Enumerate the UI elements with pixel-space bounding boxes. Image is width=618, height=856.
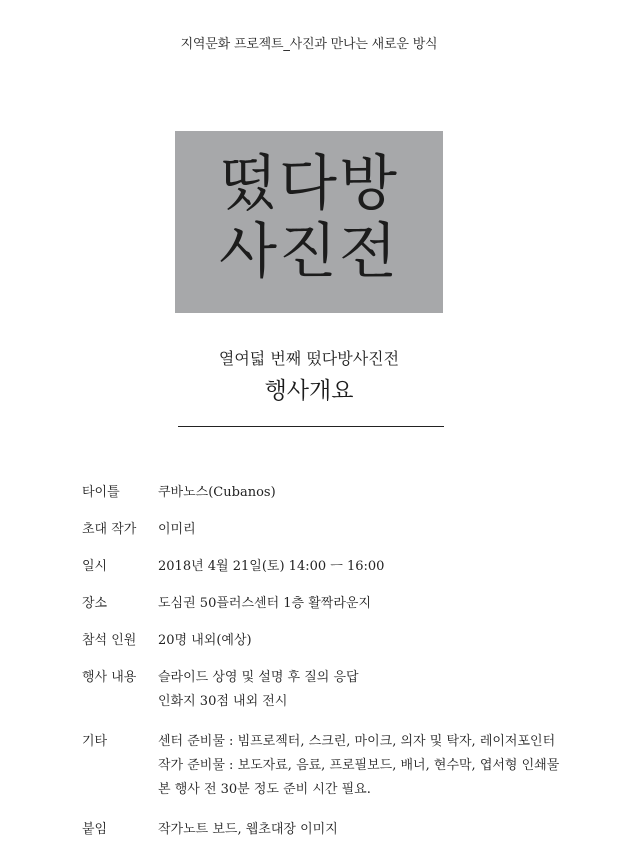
detail-label: 붙임	[82, 822, 108, 837]
detail-label: 참석 인원	[82, 633, 137, 648]
detail-label: 일시	[82, 559, 108, 574]
detail-value-line: 슬라이드 상영 및 설명 후 질의 응답	[158, 670, 359, 685]
detail-row-venue	[82, 593, 582, 614]
detail-value-line: 20명 내외(예상)	[158, 633, 252, 648]
event-subtitle: 열여덟 번째 떴다방사진전	[218, 349, 400, 368]
detail-label: 타이틀	[82, 485, 120, 500]
title-line-1: 떴다방	[219, 149, 399, 219]
heading-divider	[178, 426, 444, 427]
detail-row-title	[82, 482, 582, 503]
detail-value	[158, 556, 582, 577]
detail-value-line: 작가 준비물 : 보도자료, 음료, 프로필보드, 배너, 현수막, 엽서형 인쇄물	[158, 758, 560, 773]
detail-value-line: 이미리	[158, 522, 196, 537]
detail-row-artist	[82, 519, 582, 540]
detail-row-datetime	[82, 556, 582, 577]
detail-value-line: 2018년 4월 21일(토) 14:00 ㅡ 16:00	[158, 559, 385, 574]
detail-value-line: 쿠바노스(Cubanos)	[158, 485, 276, 500]
detail-value	[158, 482, 582, 503]
document-header: 지역문화 프로젝트_사진과 만나는 새로운 방식	[180, 37, 438, 52]
detail-value-line: 인화지 30점 내외 전시	[158, 694, 288, 709]
detail-value	[158, 819, 582, 840]
detail-value	[158, 630, 582, 651]
details-list	[82, 482, 582, 856]
title-box	[175, 131, 443, 313]
detail-value-line: 도심권 50플러스센터 1층 활짝라운지	[158, 596, 372, 611]
section-heading: 행사개요	[264, 378, 354, 404]
detail-value-line: 작가노트 보드, 웹초대장 이미지	[158, 822, 338, 837]
detail-value	[158, 519, 582, 540]
detail-label: 장소	[82, 596, 108, 611]
detail-row-attendance	[82, 630, 582, 651]
detail-value	[158, 593, 582, 614]
detail-label: 기타	[82, 734, 108, 749]
title-line-2: 사진전	[219, 217, 399, 287]
detail-row-etc	[82, 731, 582, 803]
detail-row-program	[82, 667, 582, 715]
detail-label: 행사 내용	[82, 670, 137, 685]
detail-row-attachment	[82, 819, 582, 840]
detail-value	[158, 667, 582, 715]
detail-value-line: 본 행사 전 30분 정도 준비 시간 필요.	[158, 782, 371, 797]
detail-value	[158, 731, 582, 803]
detail-label: 초대 작가	[82, 522, 137, 537]
detail-value-line: 센터 준비물 : 빔프로젝터, 스크린, 마이크, 의자 및 탁자, 레이저포인터	[158, 734, 556, 749]
